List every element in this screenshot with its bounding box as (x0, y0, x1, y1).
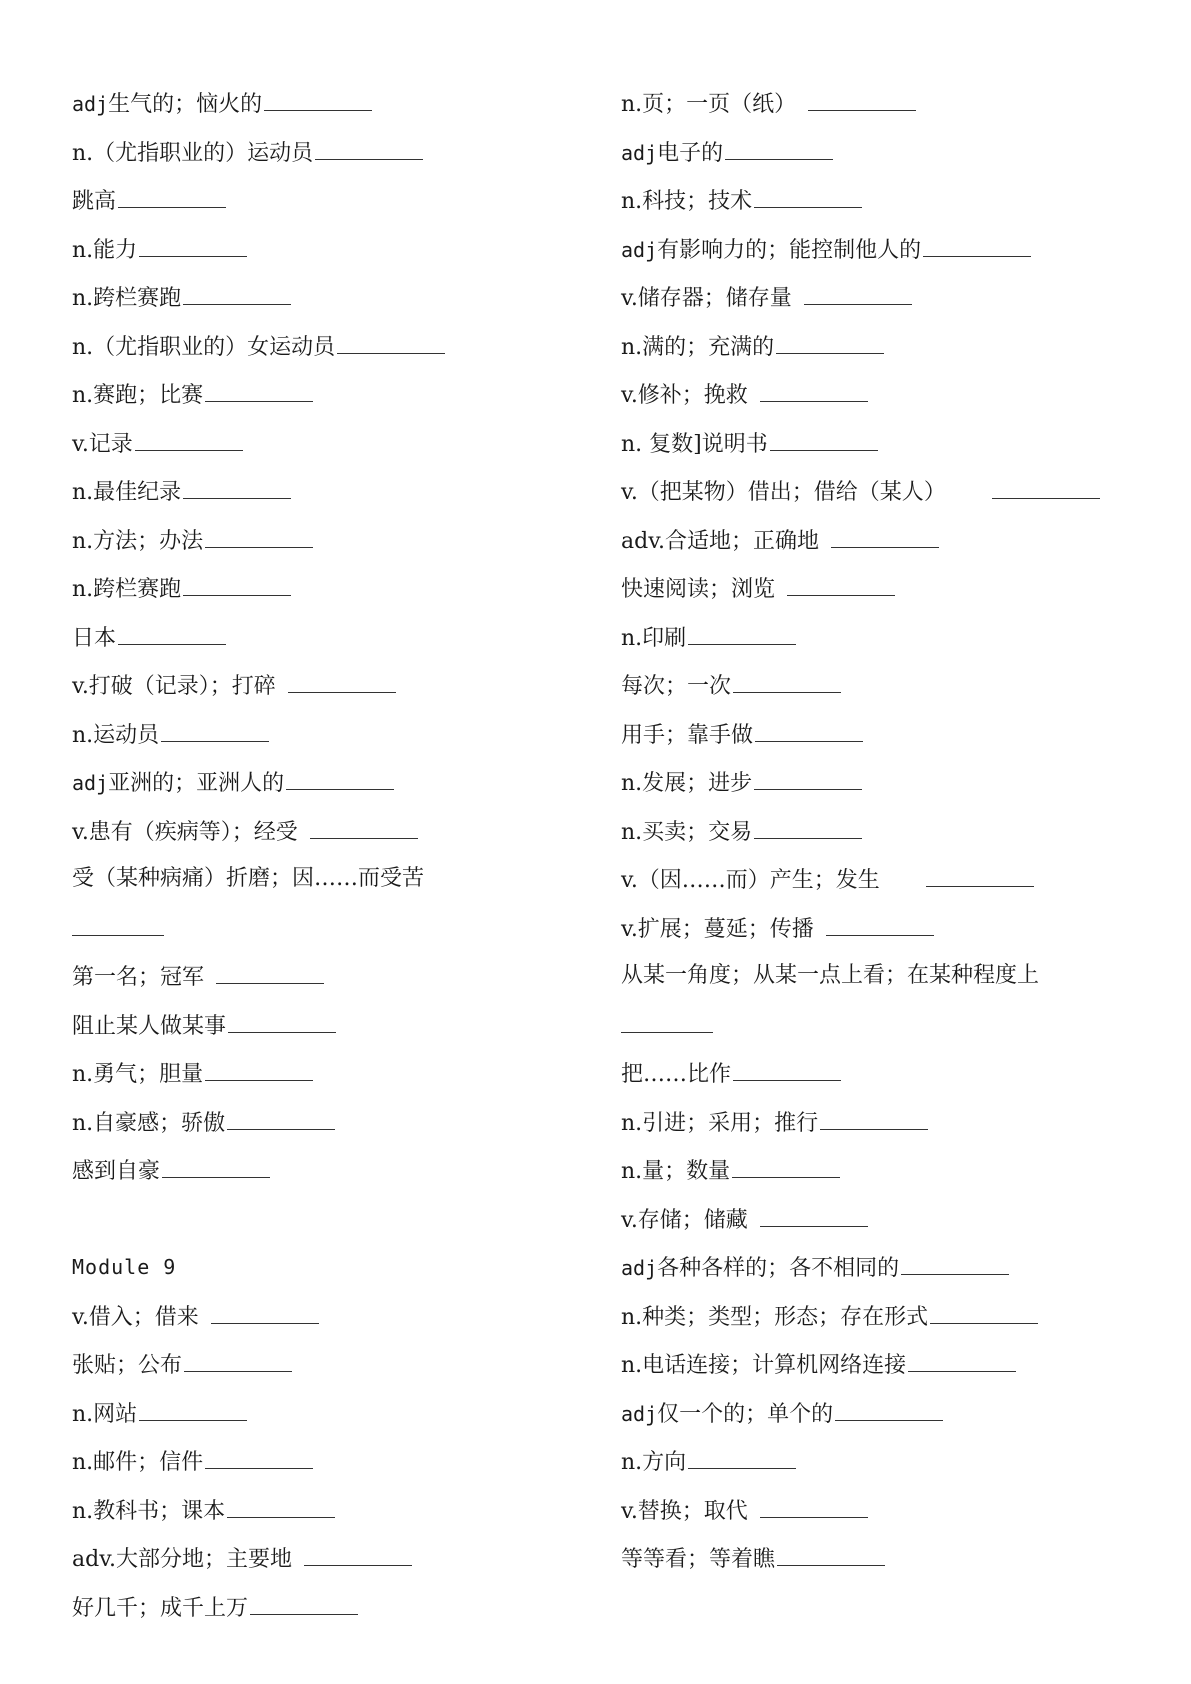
answer-blank[interactable] (754, 183, 862, 208)
answer-blank[interactable] (776, 329, 884, 354)
definition-text: n.运动员 (72, 722, 160, 748)
answer-blank[interactable] (826, 911, 934, 936)
answer-blank[interactable] (264, 86, 372, 111)
vocab-entry (72, 280, 592, 329)
definition-text: 各种各样的；各不相同的 (657, 1256, 900, 1281)
definition-text: 仅一个的；单个的 (657, 1401, 834, 1427)
answer-blank[interactable] (755, 717, 863, 742)
vocab-entry (72, 1056, 592, 1105)
vocab-entry (621, 668, 1121, 717)
vocab-entry (621, 717, 1121, 766)
answer-blank[interactable] (808, 86, 916, 111)
definition-text: n.满的；充满的 (621, 334, 775, 360)
answer-blank[interactable] (901, 1250, 1009, 1275)
definition-text: v.（因……而）产生；发生 (621, 868, 880, 893)
definition-text: 亚洲的；亚洲人的 (108, 771, 285, 796)
vocab-entry (621, 232, 1121, 281)
definition-text: n.教科书；课本 (72, 1498, 226, 1524)
definition-text: n.方向 (621, 1450, 687, 1475)
answer-blank[interactable] (184, 1347, 292, 1372)
definition-text: n.量；数量 (621, 1159, 731, 1184)
vocab-entry (621, 377, 1121, 426)
answer-blank[interactable] (183, 474, 291, 499)
vocab-entry (621, 1396, 1121, 1445)
answer-blank[interactable] (315, 135, 423, 160)
answer-blank[interactable] (205, 1056, 313, 1081)
answer-blank[interactable] (831, 523, 939, 548)
vocab-entry (621, 1493, 1121, 1542)
vocab-entry (72, 814, 592, 863)
vocab-entry (621, 1202, 1121, 1251)
vocab-entry (72, 1541, 592, 1590)
vocab-entry (621, 1299, 1121, 1348)
definition-text: 好几千；成千上万 (72, 1595, 249, 1621)
answer-blank[interactable] (304, 1541, 412, 1566)
right-column (621, 86, 1121, 1590)
answer-blank[interactable] (621, 1008, 713, 1033)
vocab-entry (72, 377, 592, 426)
answer-blank[interactable] (926, 862, 1034, 887)
answer-blank[interactable] (310, 814, 418, 839)
answer-blank[interactable] (725, 135, 833, 160)
vocab-entry (72, 232, 592, 281)
answer-blank[interactable] (835, 1396, 943, 1421)
answer-blank[interactable] (337, 329, 445, 354)
definition-text: adv.大部分地；主要地 (72, 1547, 293, 1572)
answer-blank[interactable] (211, 1299, 319, 1324)
definition-text: n.最佳纪录 (72, 480, 182, 505)
answer-blank[interactable] (760, 1493, 868, 1518)
definition-text: 生气的；恼火的 (108, 92, 263, 117)
answer-blank[interactable] (777, 1541, 885, 1566)
vocab-entry (621, 1444, 1121, 1493)
definition-text: v.借入；借来 (72, 1304, 199, 1330)
definition-text: 电子的 (657, 140, 724, 166)
definition-text: 用手；靠手做 (621, 722, 754, 748)
vocab-entry (621, 1056, 1121, 1105)
vocab-entry (72, 911, 592, 960)
vocab-entry (621, 814, 1121, 863)
answer-blank[interactable] (754, 765, 862, 790)
vocab-entry (72, 474, 592, 523)
definition-text: n.发展；进步 (621, 771, 753, 796)
definition-text: v.打破（记录）；打碎 (72, 674, 276, 699)
vocab-entry (72, 523, 592, 572)
answer-blank[interactable] (688, 620, 796, 645)
definition-text: 受（某种病痛）折磨；因……而受苦 (72, 866, 425, 891)
vocab-entry (72, 135, 592, 184)
answer-blank[interactable] (770, 426, 878, 451)
answer-blank[interactable] (228, 1008, 336, 1033)
answer-blank[interactable] (288, 668, 396, 693)
left-column (72, 86, 592, 1638)
vocab-entry (621, 474, 1121, 523)
vocab-entry (72, 426, 592, 475)
definition-text: v.存储；储藏 (621, 1207, 748, 1233)
answer-blank[interactable] (205, 523, 313, 548)
vocab-entry (621, 862, 1121, 911)
vocab-entry (72, 862, 592, 911)
answer-blank[interactable] (804, 280, 912, 305)
vocab-entry (621, 571, 1121, 620)
definition-text: n.买卖；交易 (621, 819, 753, 845)
answer-blank[interactable] (118, 620, 226, 645)
answer-blank[interactable] (908, 1347, 1016, 1372)
answer-blank[interactable] (733, 1056, 841, 1081)
answer-blank[interactable] (162, 1153, 270, 1178)
answer-blank[interactable] (183, 280, 291, 305)
definition-text: n.网站 (72, 1401, 138, 1427)
vocab-entry (72, 1105, 592, 1154)
vocab-entry (621, 1347, 1121, 1396)
definition-text: 从某一角度；从某一点上看；在某种程度上 (621, 963, 1040, 988)
part-of-speech: adj (621, 140, 658, 165)
definition-text: 张贴；公布 (72, 1353, 183, 1378)
definition-text: 把……比作 (621, 1062, 732, 1087)
vocab-entry (621, 426, 1121, 475)
part-of-speech: adj (621, 237, 658, 262)
answer-blank[interactable] (161, 717, 269, 742)
definition-text: n.种类；类型；形态；存在形式 (621, 1304, 929, 1330)
definition-text: 感到自豪 (72, 1159, 161, 1184)
vocab-entry (72, 620, 592, 669)
vocab-entry (72, 668, 592, 717)
definition-text: n.邮件；信件 (72, 1450, 204, 1475)
definition-text: n.自豪感；骄傲 (72, 1110, 226, 1136)
definition-text: n.引进；采用；推行 (621, 1110, 819, 1136)
definition-text: v.储存器；储存量 (621, 286, 792, 311)
vocab-entry (72, 1396, 592, 1445)
answer-blank[interactable] (732, 1153, 840, 1178)
vocab-entry (621, 1105, 1121, 1154)
vocab-entry (72, 1590, 592, 1639)
definition-text: n.跨栏赛跑 (72, 286, 182, 311)
vocab-entry (621, 1153, 1121, 1202)
definition-text: v.（把某物）借出；借给（某人） (621, 480, 946, 505)
vocab-entry (72, 1008, 592, 1057)
definition-text: 跳高 (72, 189, 117, 214)
definition-text: v.修补；挽救 (621, 383, 748, 408)
part-of-speech: adj (621, 1401, 658, 1426)
vocab-entry (72, 86, 592, 135)
part-of-speech: adj (621, 1256, 658, 1280)
answer-blank[interactable] (820, 1105, 928, 1130)
definition-text: n.（尤指职业的）运动员 (72, 140, 314, 166)
answer-blank[interactable] (139, 232, 247, 257)
answer-blank[interactable] (688, 1444, 796, 1469)
definition-text: n.页；一页（纸） (621, 92, 797, 117)
answer-blank[interactable] (139, 1396, 247, 1421)
definition-text: n.能力 (72, 237, 138, 263)
module-heading-text: Module 9 (72, 1255, 177, 1279)
vocab-entry (72, 959, 592, 1008)
vocab-entry (621, 523, 1121, 572)
definition-text: 有影响力的；能控制他人的 (657, 237, 922, 263)
vocab-entry (621, 329, 1121, 378)
vocab-entry (72, 1202, 592, 1251)
answer-blank[interactable] (183, 571, 291, 596)
definition-text: n.勇气；胆量 (72, 1062, 204, 1087)
answer-blank[interactable] (992, 474, 1100, 499)
vocab-entry (72, 1347, 592, 1396)
vocab-entry (621, 86, 1121, 135)
vocab-entry (621, 620, 1121, 669)
vocab-entry (621, 1250, 1121, 1299)
definition-text: n.方法；办法 (72, 528, 204, 554)
vocab-entry (72, 765, 592, 814)
vocab-entry (72, 1299, 592, 1348)
vocab-entry (621, 1541, 1121, 1590)
answer-blank[interactable] (733, 668, 841, 693)
definition-text: n. 复数]说明书 (621, 431, 768, 457)
answer-blank[interactable] (250, 1590, 358, 1615)
vocab-entry (621, 1008, 1121, 1057)
definition-text: n.赛跑；比赛 (72, 383, 204, 408)
definition-text: n.（尤指职业的）女运动员 (72, 334, 336, 360)
definition-text: adv.合适地；正确地 (621, 528, 820, 554)
answer-blank[interactable] (216, 959, 324, 984)
answer-blank[interactable] (754, 814, 862, 839)
definition-text: 等等看；等着瞧 (621, 1547, 776, 1572)
answer-blank[interactable] (72, 911, 164, 936)
answer-blank[interactable] (930, 1299, 1038, 1324)
vocab-entry (621, 765, 1121, 814)
answer-blank[interactable] (760, 377, 868, 402)
definition-text: 快速阅读；浏览 (621, 577, 776, 602)
vocab-entry (621, 135, 1121, 184)
vocab-entry (72, 1444, 592, 1493)
definition-text: n.跨栏赛跑 (72, 577, 182, 602)
part-of-speech: adj (72, 771, 109, 795)
answer-blank[interactable] (227, 1105, 335, 1130)
vocab-entry (621, 911, 1121, 960)
answer-blank[interactable] (286, 765, 394, 790)
definition-text: v.患有（疾病等）；经受 (72, 819, 298, 845)
vocab-entry (72, 329, 592, 378)
definition-text: n.电话连接；计算机网络连接 (621, 1353, 907, 1378)
vocab-entry (72, 571, 592, 620)
vocab-entry (621, 280, 1121, 329)
vocab-entry (621, 959, 1121, 1008)
vocab-entry (621, 183, 1121, 232)
answer-blank[interactable] (135, 426, 243, 451)
answer-blank[interactable] (787, 571, 895, 596)
answer-blank[interactable] (923, 232, 1031, 257)
definition-text: 每次；一次 (621, 674, 732, 699)
answer-blank[interactable] (205, 377, 313, 402)
answer-blank[interactable] (227, 1493, 335, 1518)
definition-text: v.记录 (72, 431, 133, 457)
answer-blank[interactable] (205, 1444, 313, 1469)
definition-text: n.科技；技术 (621, 189, 753, 214)
vocab-entry (72, 1153, 592, 1202)
module-heading (72, 1250, 592, 1299)
definition-text: v.替换；取代 (621, 1498, 748, 1524)
definition-text: 第一名；冠军 (72, 965, 205, 990)
vocab-entry (72, 183, 592, 232)
definition-text: v.扩展；蔓延；传播 (621, 916, 814, 942)
vocab-entry (72, 717, 592, 766)
answer-blank[interactable] (118, 183, 226, 208)
definition-text: 日本 (72, 625, 117, 651)
vocab-entry (72, 1493, 592, 1542)
answer-blank[interactable] (760, 1202, 868, 1227)
definition-text: n.印刷 (621, 625, 687, 651)
part-of-speech: adj (72, 92, 109, 116)
definition-text: 阻止某人做某事 (72, 1013, 227, 1039)
